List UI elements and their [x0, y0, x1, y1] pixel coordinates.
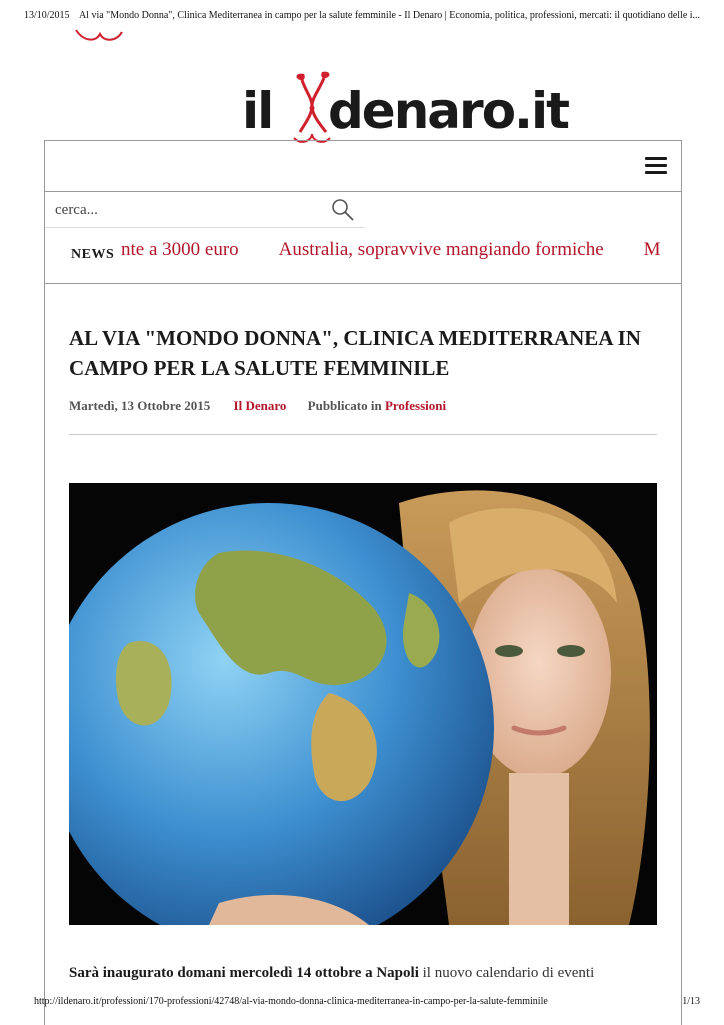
search-icon[interactable] [331, 198, 355, 222]
article-meta [69, 398, 446, 414]
ticker-item[interactable]: Australia, sopravvive mangiando formiche [278, 239, 604, 260]
lead-bold: Sarà inaugurato domani mercoledì 14 ottobre a Napoli [69, 965, 419, 981]
print-page-number: 1/13 [682, 996, 700, 1007]
section-divider [45, 283, 681, 284]
menu-hamburger-icon[interactable] [645, 157, 667, 175]
ticker-item[interactable]: M [643, 239, 661, 260]
woman-with-globe-image [69, 483, 657, 925]
logo-text-denaro: denaro.it [328, 82, 569, 140]
author-link[interactable]: Il Denaro [233, 398, 287, 413]
article-divider [69, 434, 657, 435]
search-bar [45, 193, 365, 228]
category-link[interactable]: Professioni [384, 398, 447, 413]
search-input[interactable] [53, 198, 327, 222]
logo-mark-icon [292, 66, 332, 146]
site-logo[interactable] [242, 72, 572, 148]
print-date: 13/10/2015 [23, 10, 70, 21]
article-lead [69, 963, 669, 984]
swirl-decoration-icon [74, 28, 124, 44]
print-footer-url: http://ildenaro.it/professioni/170-professioni/42748/al-via-mondo-donna-clinica-mediterranea-in-campo-per-la-salute-femminile [34, 996, 548, 1007]
navbar [45, 141, 681, 192]
hero-image [69, 483, 657, 925]
logo-text-il: il [242, 82, 273, 140]
ticker-item[interactable]: nte a 3000 euro [121, 239, 239, 260]
print-header [0, 10, 724, 21]
print-title: Al via "Mondo Donna", Clinica Mediterranea in campo per la salute femminile - Il Denaro | Economia, politica, professioni, mercati: il quotidiano delle i... [78, 10, 701, 21]
news-ticker [45, 235, 681, 275]
page-frame [44, 140, 682, 1025]
news-label: NEWS [71, 247, 118, 263]
lead-rest: il nuovo calendario di eventi [418, 965, 595, 981]
article-title: AL VIA "MONDO DONNA", CLINICA MEDITERRANEA IN CAMPO PER LA SALUTE FEMMINILE [69, 326, 641, 380]
published-label: Pubblicato in [307, 398, 382, 413]
ticker-track [121, 239, 681, 261]
article-date: Martedì, 13 Ottobre 2015 [69, 398, 211, 413]
